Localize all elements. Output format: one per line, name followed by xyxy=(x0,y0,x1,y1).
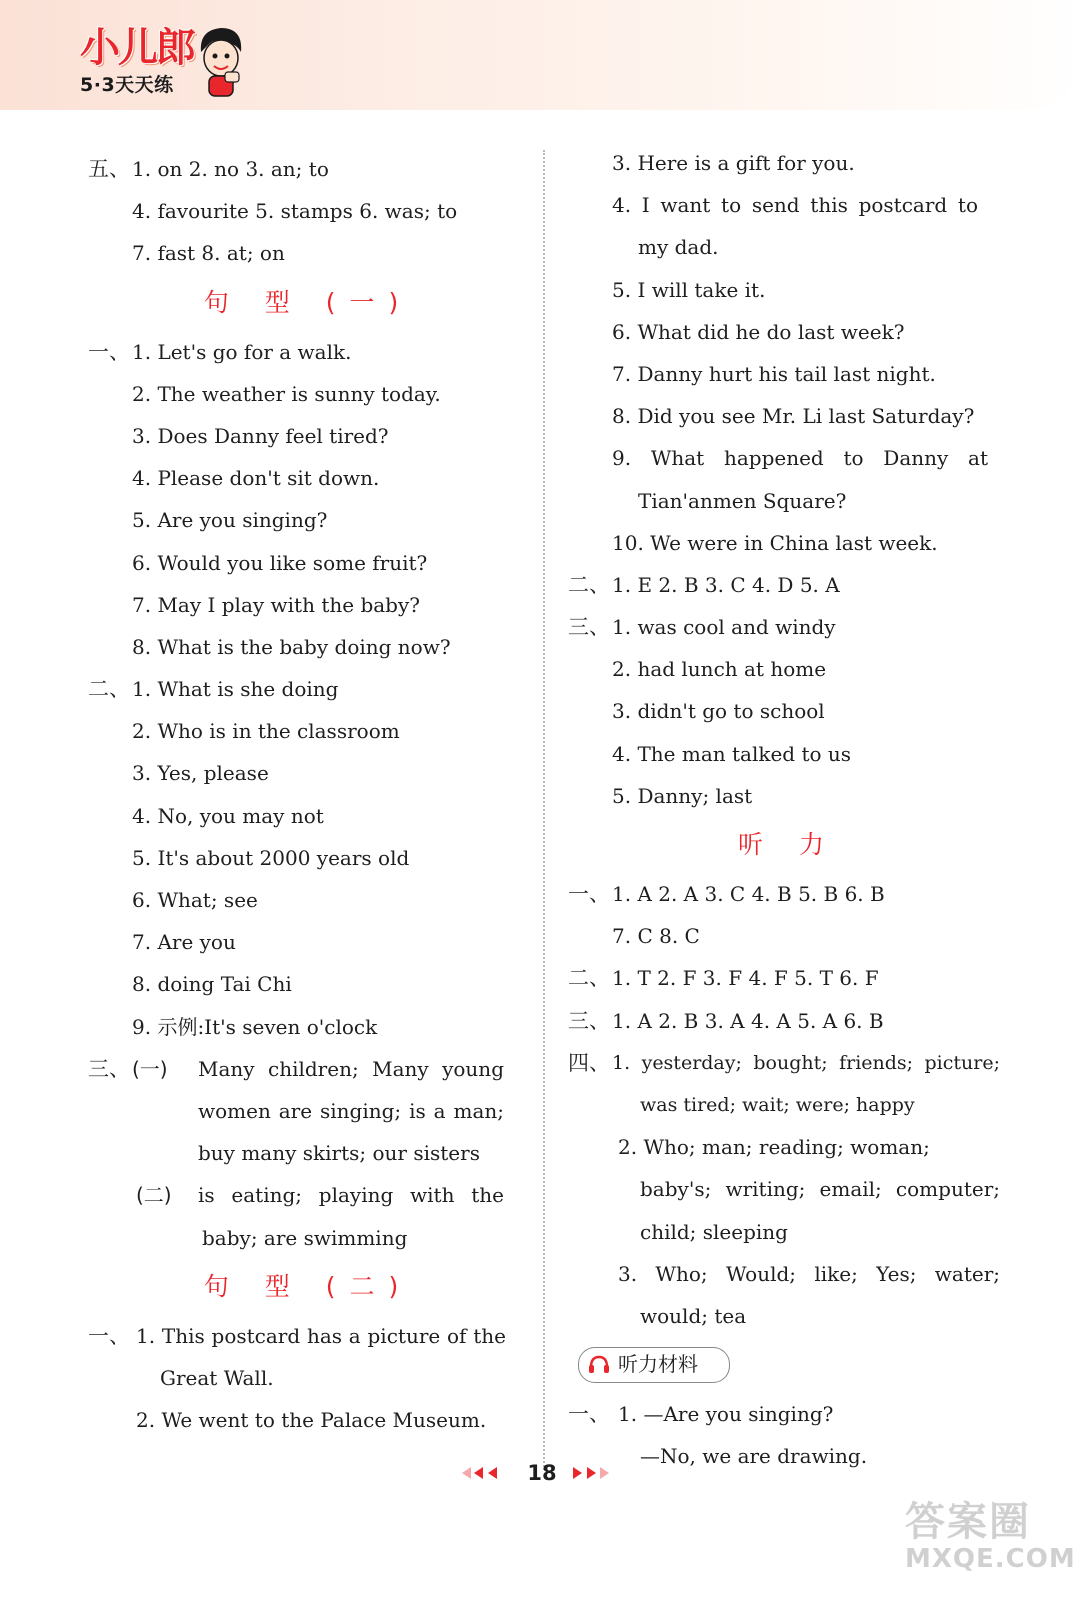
section-marker-san: 三、 xyxy=(88,1056,130,1081)
answer-line: 7. Danny hurt his tail last night. xyxy=(612,361,936,386)
logo-subtitle: 5·3天天练 xyxy=(80,74,174,96)
answer-line: 三、 1. was cool and windy xyxy=(568,606,1008,648)
answer-line: 4. The man talked to us xyxy=(612,741,852,766)
answer-line: 三、 (一) Many children; Many young xyxy=(88,1048,528,1090)
answer-line: 5. Are you singing? xyxy=(132,508,328,533)
answer-line: 3. didn't go to school xyxy=(612,699,825,724)
answer-line: 五、 1. on 2. no 3. an; to xyxy=(88,148,528,190)
answer-line: baby's; writing; email; computer; xyxy=(640,1177,1000,1202)
answer-line: baby; are swimming xyxy=(202,1225,408,1250)
answer-line: 5. It's about 2000 years old xyxy=(132,845,410,870)
answer-line: 8. doing Tai Chi xyxy=(132,972,292,997)
answer-line: 8. What is the baby doing now? xyxy=(132,634,451,659)
listening-material-label: 听力材料 xyxy=(618,1352,698,1377)
section-marker-si: 四、 xyxy=(568,1050,610,1075)
section-title-listening: 听 力 xyxy=(738,830,838,859)
left-column xyxy=(88,148,528,1441)
logo-title: 小儿郎 xyxy=(80,25,194,71)
watermark: 答案圈 MXQE.COM xyxy=(905,1499,1076,1574)
section-marker-er: 二、 xyxy=(568,572,610,597)
answer-line: 3. Who; Would; like; Yes; water; xyxy=(618,1261,1000,1286)
answer-line: 3. Here is a gift for you. xyxy=(612,151,855,175)
section-title-sentence-pattern-2: 句 型 (二) xyxy=(203,1271,413,1301)
answer-line: 7. C 8. C xyxy=(612,924,700,949)
arrow-left-icon xyxy=(462,1467,471,1479)
answer-line: 7. Are you xyxy=(132,930,236,955)
answer-line: 4. favourite 5. stamps 6. was; to xyxy=(132,199,458,224)
footer xyxy=(0,1455,1085,1495)
answer-line: 4. Please don't sit down. xyxy=(132,466,380,491)
answer-line: 5. I will take it. xyxy=(612,277,766,302)
answer-line: 3. Yes, please xyxy=(132,761,269,786)
answer-line: Tian'anmen Square? xyxy=(638,488,847,513)
listening-material-badge xyxy=(568,1341,1008,1391)
arrow-right-icon xyxy=(587,1467,596,1479)
column-divider xyxy=(543,150,545,1470)
answer-line: 一、 1. This postcard has a picture of the xyxy=(88,1315,528,1357)
answer-line: Great Wall. xyxy=(160,1365,274,1390)
arrow-right-icon xyxy=(600,1467,609,1479)
page-number: 18 xyxy=(527,1461,557,1485)
answer-line: 2. Who; man; reading; woman; xyxy=(618,1135,930,1160)
answer-line: child; sleeping xyxy=(640,1219,788,1244)
answer-line: was tired; wait; were; happy xyxy=(640,1093,915,1116)
answer-line: 7. fast 8. at; on xyxy=(132,241,285,266)
answer-line: 6. Would you like some fruit? xyxy=(132,550,428,575)
answer-line: 一、 1. Let's go for a walk. xyxy=(88,331,528,373)
answer-line: 2. had lunch at home xyxy=(612,657,827,682)
answer-line: 2. The weather is sunny today. xyxy=(132,381,441,406)
section-marker-er: 二、 xyxy=(568,966,610,991)
section-marker-san: 三、 xyxy=(568,1008,610,1033)
arrow-left-icon xyxy=(488,1467,497,1479)
answer-line: 4. No, you may not xyxy=(132,803,324,828)
logo xyxy=(80,25,194,97)
answer-line: 一、 1. A 2. A 3. C 4. B 5. B 6. B xyxy=(568,873,1008,915)
answer-line: 9. What happened to Danny at xyxy=(612,446,988,471)
answer-line: 三、 1. A 2. B 3. A 4. A 5. A 6. B xyxy=(568,1000,1008,1042)
subpart-marker-2: (二) xyxy=(136,1183,172,1208)
section-marker-yi: 一、 xyxy=(88,339,130,364)
answer-line: 一、 1. —Are you singing? xyxy=(568,1393,1008,1435)
section-title-sentence-pattern-1: 句 型 (一) xyxy=(203,287,413,317)
answer-line: 2. Who is in the classroom xyxy=(132,719,400,744)
answer-line: my dad. xyxy=(638,235,719,260)
answer-line: (二) is eating; playing with the xyxy=(88,1174,528,1216)
answer-line: 9. 示例:It's seven o'clock xyxy=(132,1014,378,1039)
answer-line: would; tea xyxy=(640,1303,747,1328)
subpart-marker-1: (一) xyxy=(132,1056,168,1081)
answer-line: 5. Danny; last xyxy=(612,783,753,808)
answer-line: 2. We went to the Palace Museum. xyxy=(136,1408,487,1433)
answer-line: 二、 1. E 2. B 3. C 4. D 5. A xyxy=(568,564,1008,606)
answer-line: 6. What; see xyxy=(132,888,258,912)
answer-line: 二、 1. What is she doing xyxy=(88,668,528,710)
section-marker-er: 二、 xyxy=(88,677,130,702)
section-marker-yi: 一、 xyxy=(568,882,610,906)
answer-line: 3. Does Danny feel tired? xyxy=(132,423,389,448)
mascot-icon xyxy=(195,22,247,100)
arrow-left-icon xyxy=(474,1467,483,1479)
section-marker-wu: 五、 xyxy=(88,157,130,181)
right-column xyxy=(568,142,1008,1477)
answer-line: 10. We were in China last week. xyxy=(612,530,938,555)
answer-line: women are singing; is a man; xyxy=(198,1098,504,1123)
section-marker-yi: 一、 xyxy=(88,1323,130,1348)
answer-line: 6. What did he do last week? xyxy=(612,319,905,344)
section-marker-yi: 一、 xyxy=(568,1402,610,1427)
answer-line: —No, we are drawing. xyxy=(640,1444,868,1469)
answer-line: 四、 1. yesterday; bought; friends; picture; xyxy=(568,1042,1008,1084)
arrow-right-icon xyxy=(573,1467,582,1479)
answer-line: 4. I want to send this postcard to xyxy=(612,193,978,218)
answer-line: 7. May I play with the baby? xyxy=(132,592,420,617)
answer-line: 二、 1. T 2. F 3. F 4. F 5. T 6. F xyxy=(568,957,1008,999)
section-marker-san: 三、 xyxy=(568,615,610,640)
answer-line: 8. Did you see Mr. Li last Saturday? xyxy=(612,404,975,429)
answer-line: buy many skirts; our sisters xyxy=(198,1141,480,1166)
headphones-icon xyxy=(588,1354,610,1374)
